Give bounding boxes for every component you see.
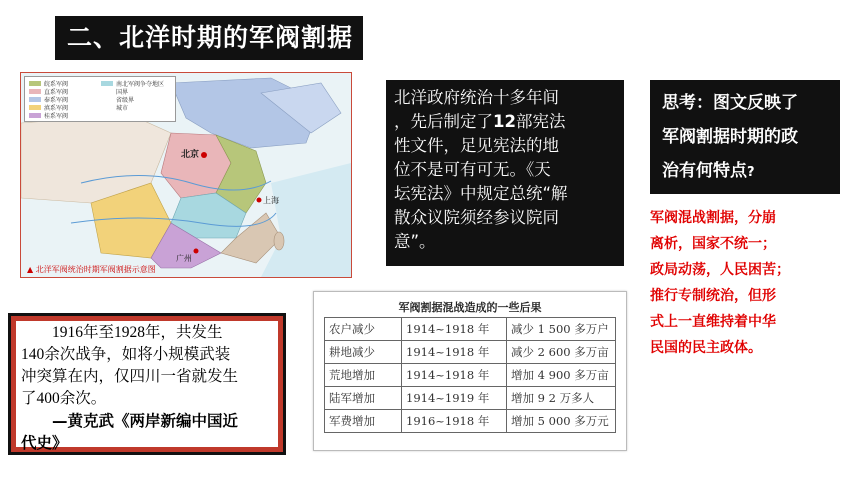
think-question-box bbox=[650, 80, 840, 194]
map-label-shanghai: 上海 bbox=[263, 196, 279, 205]
map-label-guangzhou: 广州 bbox=[176, 254, 192, 263]
map-label-beijing: 北京 bbox=[181, 150, 200, 160]
legend-label: 皖系军阀 bbox=[44, 81, 69, 88]
legend-label: 省级界 bbox=[116, 97, 135, 104]
table-cell: 1914~1918 年 bbox=[402, 318, 507, 341]
question-line: 军阀割据时期的政 bbox=[662, 127, 798, 147]
table-cell: 1914~1918 年 bbox=[402, 364, 507, 387]
table-cell: 1916~1918 年 bbox=[402, 410, 507, 433]
legend-label: 奉系军阀 bbox=[44, 97, 69, 104]
table-cell: 减少 2 600 多万亩 bbox=[507, 341, 616, 364]
text-line: 散众议院须经参议院同 bbox=[394, 208, 559, 227]
table-title: 军阀割据混战造成的一些后果 bbox=[398, 301, 542, 314]
text-line: 坛宪法》中规定总统“解 bbox=[394, 184, 568, 203]
quote-line: 1916年至1928年，共发生 bbox=[52, 324, 223, 341]
number-highlight: 12 bbox=[493, 112, 516, 131]
table-row bbox=[325, 318, 616, 341]
legend-swatch-anhui bbox=[29, 81, 41, 86]
quote-line: 140余次战争，如将小规模武装 bbox=[21, 346, 231, 363]
quote-line: 了400余次。 bbox=[21, 390, 107, 407]
table-cell: 1914~1919 年 bbox=[402, 387, 507, 410]
page-title: 二、北洋时期的军阀割据 bbox=[55, 16, 363, 60]
text-line: ，先后制定了12部宪法 bbox=[394, 112, 566, 131]
map-legend bbox=[24, 76, 176, 122]
answer-line: 式上一直维持着中华 bbox=[650, 314, 776, 330]
table-row bbox=[325, 387, 616, 410]
answer-line: 政局动荡，人民困苦； bbox=[650, 262, 790, 278]
legend-swatch-fengtian bbox=[29, 97, 41, 102]
table-cell: 1914~1918 年 bbox=[402, 341, 507, 364]
table-cell: 减少 1 500 多万户 bbox=[507, 318, 616, 341]
question-line: 治有何特点? bbox=[662, 161, 755, 181]
answer-line: 离析，国家不统一； bbox=[650, 236, 776, 252]
answer-line: 军阀混战割据，分崩 bbox=[650, 210, 776, 226]
consequences-table-figure bbox=[313, 291, 627, 451]
legend-swatch-dian bbox=[29, 105, 41, 110]
legend-swatch-gui bbox=[29, 113, 41, 118]
legend-label: 桂系军阀 bbox=[44, 113, 69, 120]
map-caption: ▲ 北洋军阀统治时期军阀割据示意图 bbox=[27, 265, 156, 274]
text-line: 位不是可有可无。《天 bbox=[394, 160, 551, 179]
quote-line: 冲突算在内，仅四川一省就发生 bbox=[21, 368, 239, 385]
text-line: 性文件，足见宪法的地 bbox=[394, 136, 559, 155]
legend-label: 滇系军阀 bbox=[44, 105, 69, 112]
consequences-table bbox=[324, 317, 616, 433]
table-cell: 增加 9 2 万多人 bbox=[507, 387, 616, 410]
question-line: 思考：图文反映了 bbox=[662, 93, 798, 113]
quote-source: —黄克武《两岸新编中国近 bbox=[52, 412, 239, 430]
answer-line: 民国的民主政体。 bbox=[650, 340, 762, 356]
quote-box bbox=[8, 313, 286, 455]
answer-text bbox=[650, 205, 850, 361]
table-cell: 耕地减少 bbox=[325, 341, 402, 364]
table-cell: 增加 4 900 多万亩 bbox=[507, 364, 616, 387]
text-line: 意”。 bbox=[394, 232, 436, 251]
table-cell: 荒地增加 bbox=[325, 364, 402, 387]
legend-swatch-contested bbox=[101, 81, 113, 86]
text-line: 北洋政府统治十多年间 bbox=[394, 88, 559, 107]
legend-label: 城市 bbox=[116, 105, 129, 112]
table-row bbox=[325, 364, 616, 387]
table-row bbox=[325, 341, 616, 364]
legend-label: 国界 bbox=[116, 89, 129, 96]
constitution-text-box bbox=[386, 80, 624, 266]
table-cell: 农户减少 bbox=[325, 318, 402, 341]
table-cell: 陆军增加 bbox=[325, 387, 402, 410]
legend-swatch-zhili bbox=[29, 89, 41, 94]
answer-line: 推行专制统治，但形 bbox=[650, 288, 776, 304]
table-cell: 军费增加 bbox=[325, 410, 402, 433]
table-row bbox=[325, 410, 616, 433]
table-cell: 增加 5 000 多万元 bbox=[507, 410, 616, 433]
warlord-map bbox=[20, 72, 352, 278]
legend-label: 直系军阀 bbox=[44, 89, 69, 96]
quote-source: 代史》 bbox=[21, 434, 68, 452]
legend-label: 南北军阀争夺地区 bbox=[116, 81, 165, 88]
